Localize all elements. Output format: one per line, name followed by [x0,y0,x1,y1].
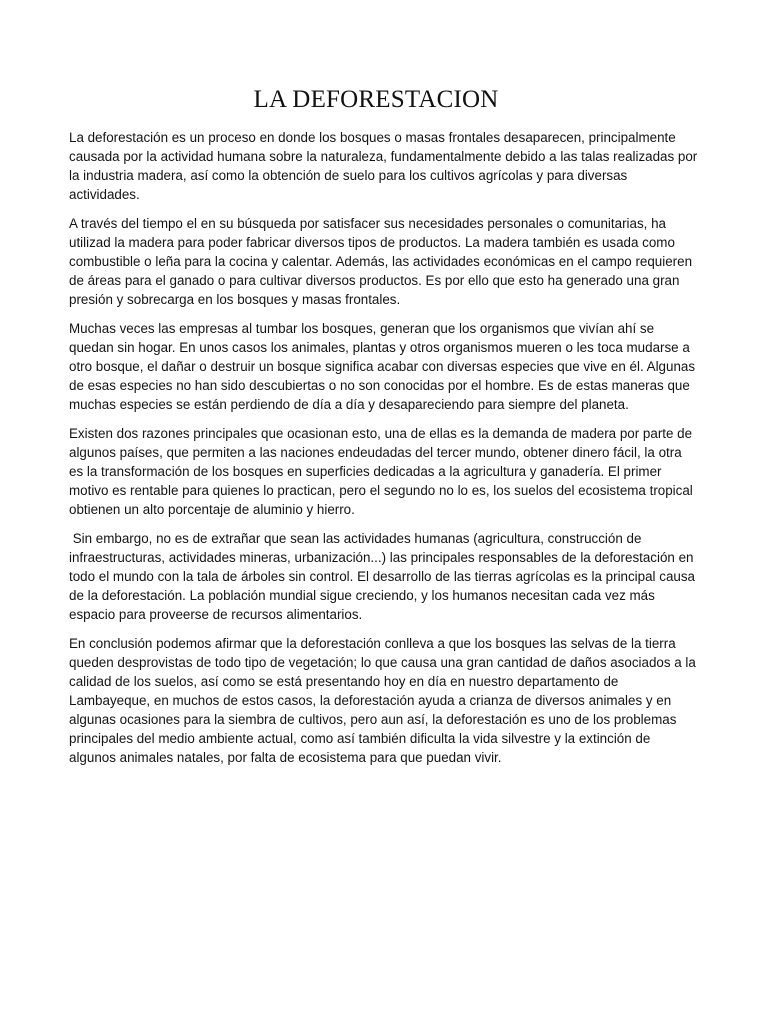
document-title: LA DEFORESTACION [253,86,499,113]
document-body [69,128,702,777]
paragraph-1: La deforestación es un proceso en donde los bosques o masas frontales desaparecen, principalmente causada por la actividad humana sobre la naturaleza, fundamentalmente debido a las talas realizadas por la industria madera, así como la obtención de suelo para los cultivos agrícolas y para diversas actividades. [69,130,702,202]
paragraph-4: Existen dos razones principales que ocasionan esto, una de ellas es la demanda de madera por parte de algunos países, que permiten a las naciones endeudadas del tercer mundo, obtener dinero fácil, la otra es la transformación de los bosques en superficies dedicadas a la agricultura y ganadería. El primer motivo es rentable para quienes lo practican, pero el segundo no lo es, los suelos del ecosistema tropical obtienen un alto porcentaje de aluminio y hierro. [69,426,697,517]
paragraph-6: En conclusión podemos afirmar que la deforestación conlleva a que los bosques las selvas de la tierra queden desprovistas de todo tipo de vegetación; lo que causa una gran cantidad de daños asociados a la calidad de los suelos, así como se está presentando hoy en día en nuestro departamento de Lambayeque, en muchos de estos casos, la deforestación ayuda a crianza de diversos animales y en algunas ocasiones para la siembra de cultivos, pero aun así, la deforestación es uno de los problemas principales del medio ambiente actual, como así también dificulta la vida silvestre y la extinción de algunos animales natales, por falta de ecosistema para que puedan vivir. [69,636,700,765]
paragraph-5: Sin embargo, no es de extrañar que sean las actividades humanas (agricultura, construcción de infraestructuras, actividades mineras, urbanización...) las principales responsables de la deforestación en todo el mundo con la tala de árboles sin control. El desarrollo de las tierras agrícolas es la principal causa de la deforestación. La población mundial sigue creciendo, y los humanos necesitan cada vez más espacio para proveerse de recursos alimentarios. [69,531,699,622]
paragraph-2: A través del tiempo el en su búsqueda por satisfacer sus necesidades personales o comunitarias, ha utilizad la madera para poder fabricar diversos tipos de productos. La madera también es usada como combustible o leña para la cocina y calentar. Además, las actividades económicas en el campo requieren de áreas para el ganado o para cultivar diversos productos. Es por ello que esto ha generado una gran presión y sobrecarga en los bosques y masas frontales. [69,216,696,307]
paragraph-3: Muchas veces las empresas al tumbar los bosques, generan que los organismos que vivían ahí se quedan sin hogar. En unos casos los animales, plantas y otros organismos mueren o les toca mudarse a otro bosque, el dañar o destruir un bosque significa acabar con diversas especies que vive en él. Algunas de esas especies no han sido descubiertas o no son conocidas por el hombre. Es de estas maneras que muchas especies se están perdiendo de día a día y desapareciendo para siempre del planeta. [69,321,699,412]
